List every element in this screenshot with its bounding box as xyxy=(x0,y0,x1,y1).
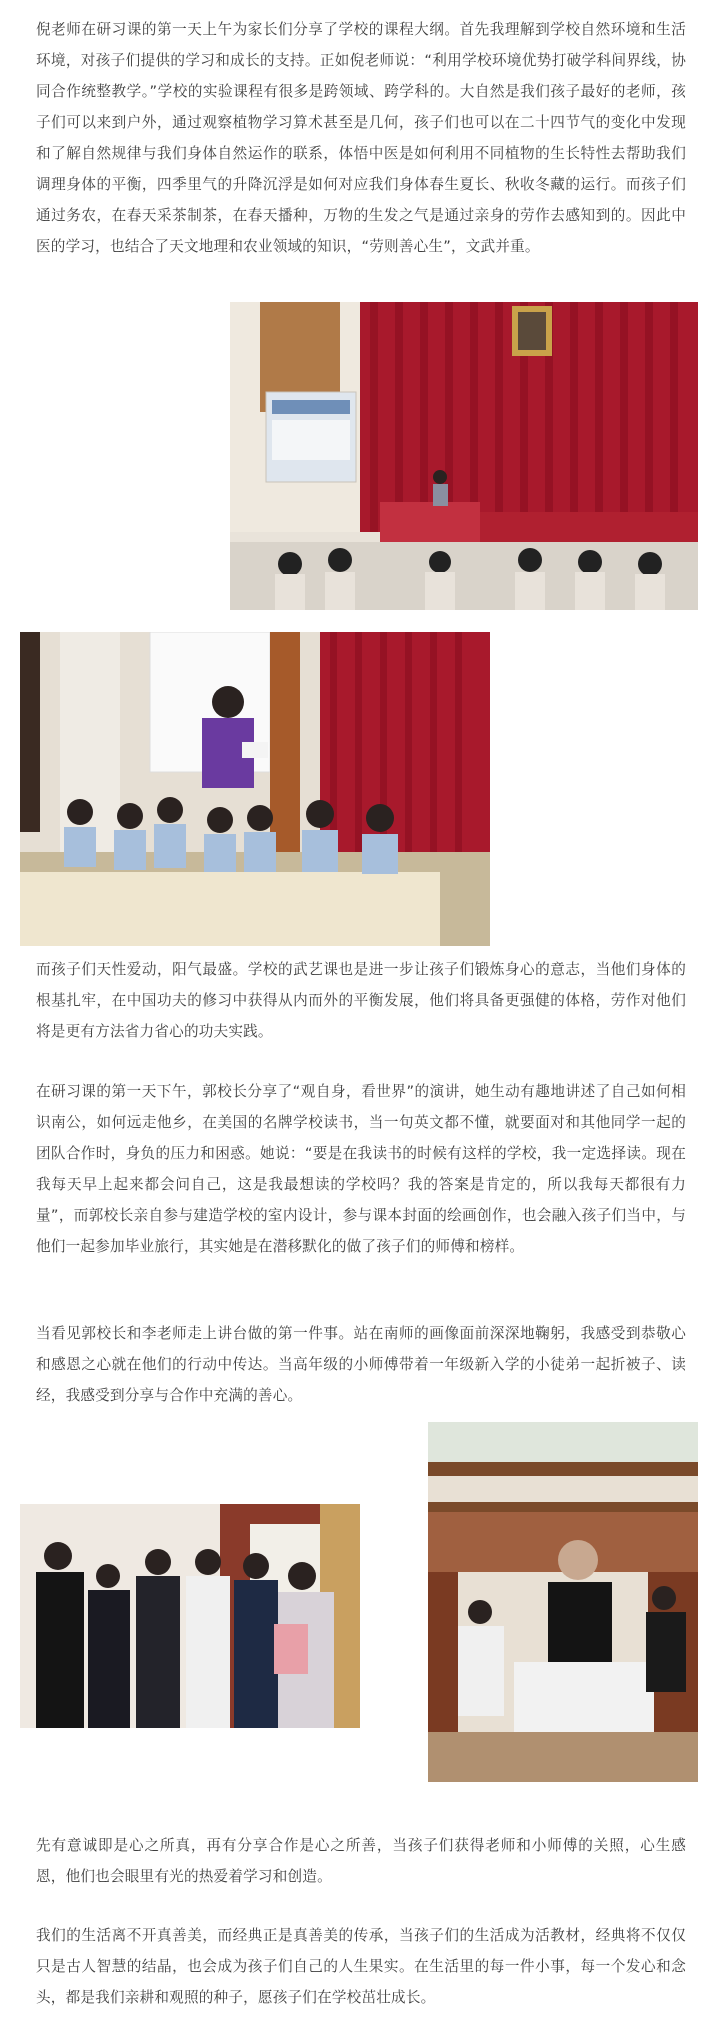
lecture-hall-photo xyxy=(230,302,698,610)
paragraph-principal-speech: 在研习课的第一天下午，郭校长分享了“观自身，看世界”的演讲，她生动有趣地讲述了自己如何相识南公，如何远走他乡，在美国的名牌学校读书，当一句英文都不懂，就要面对和其他同学一起的团队合作时，身负的压力和困惑。她说：“要是在我读书的时候有这样的学校，我一定选择读。现在我每天早上起来都会问自己，这是我最想读的学校吗？我的答案是肯定的，所以我每天都很有力量”，而郭校长亲自参与建造学校的室内设计，参与课本封面的绘画创作，也会融入孩子们当中，与他们一起参加毕业旅行，其实她是在潜移默化的做了孩子们的师傅和榜样。 xyxy=(36,1083,686,1255)
paragraph-gratitude: 先有意诚即是心之所真，再有分享合作是心之所善，当孩子们获得老师和小师傅的关照，心生感恩，他们也会眼里有光的热爱着学习和创造。 xyxy=(36,1837,686,1885)
teachers-group-photo xyxy=(20,1504,360,1728)
paragraph-martial-arts: 而孩子们天性爱动，阳气最盛。学校的武艺课也是进一步让孩子们锻炼身心的意志，当他们身体的根基扎牢，在中国功夫的修习中获得从内而外的平衡发展，他们将具备更强健的体格，劳作对他们将是更有方法省力省心的功夫实践。 xyxy=(36,961,686,1040)
paragraph-truth-goodness-beauty: 我们的生活离不开真善美，而经典正是真善美的传承，当孩子们的生活成为活教材，经典将不仅仅只是古人智慧的结晶，也会成为孩子们自己的人生果实。在生活里的每一件小事，每一个发心和念头，都是我们亲耕和观照的种子，愿孩子们在学校茁壮成长。 xyxy=(36,1927,686,2006)
students-reading-photo xyxy=(20,632,490,946)
paragraph-bowing: 当看见郭校长和李老师走上讲台做的第一件事。站在南师的画像面前深深地鞠躬，我感受到恭敬心和感恩之心就在他们的行动中传达。当高年级的小师傅带着一年级新入学的小徒弟一起折被子、读经，我感受到分享与合作中充满的善心。 xyxy=(36,1325,686,1404)
meditation-photo xyxy=(428,1422,698,1782)
paragraph-course-outline: 倪老师在研习课的第一天上午为家长们分享了学校的课程大纲。首先我理解到学校自然环境和生活环境，对孩子们提供的学习和成长的支持。正如倪老师说：“利用学校环境优势打破学科间界线，协同合作统整教学。”学校的实验课程有很多是跨领域、跨学科的。大自然是我们孩子最好的老师，孩子们可以来到户外，通过观察植物学习算术甚至是几何，孩子们也可以在二十四节气的变化中发现和了解自然规律与我们身体自然运作的联系，体悟中医是如何利用不同植物的生长特性去帮助我们调理身体的平衡，四季里气的升降沉浮是如何对应我们身体春生夏长、秋收冬藏的运行。而孩子们通过务农，在春天采茶制茶，在春天播种，万物的生发之气是通过亲身的劳作去感知到的。因此中医的学习，也结合了天文地理和农业领域的知识，“劳则善心生”，文武并重。 xyxy=(36,21,686,255)
